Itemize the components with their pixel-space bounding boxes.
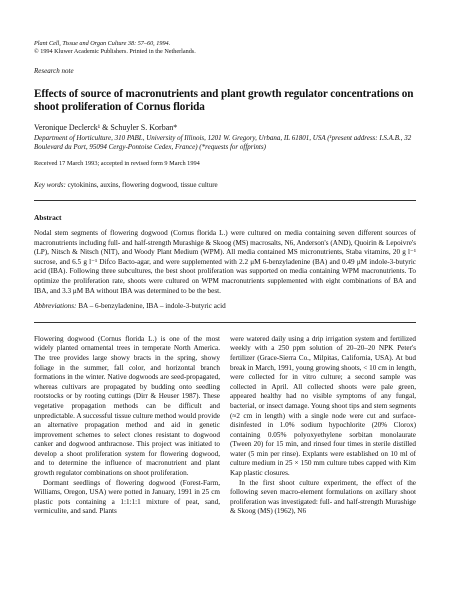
copyright-line: © 1994 Kluwer Academic Publishers. Printed in the Netherlands. bbox=[34, 48, 196, 55]
author-list: Veronique Declerck¹ & Schuyler S. Korban* bbox=[34, 123, 178, 132]
article-page bbox=[34, 40, 416, 517]
header-divider bbox=[34, 200, 416, 201]
keywords-text: cytokinins, auxins, flowering dogwood, tissue culture bbox=[65, 181, 218, 189]
abstract-heading: Abstract bbox=[34, 213, 62, 222]
body-paragraph: In the first shoot culture experiment, the effect of the following seven macro-element formulations on axillary shoot proliferation was investigated: full- and half-strength Murashige & Skoog (MS) (1962), N6 bbox=[230, 478, 416, 516]
abbreviations-text: BA – 6-benzyladenine, IBA – indole-3-butyric acid bbox=[76, 302, 226, 311]
keywords-label: Key words: bbox=[34, 181, 66, 189]
section-label: Research note bbox=[34, 67, 74, 75]
body-columns bbox=[34, 335, 416, 517]
abbreviations-label: Abbreviations: bbox=[34, 302, 77, 311]
right-column bbox=[230, 335, 416, 517]
received-dates: Received 17 March 1993; accepted in revised form 9 March 1994 bbox=[34, 160, 200, 167]
journal-citation: Plant Cell, Tissue and Organ Culture 38: 57–60, 1994. bbox=[34, 40, 171, 47]
keywords bbox=[34, 181, 416, 190]
body-paragraph: Dormant seedlings of flowering dogwood (Forest-Farm, Williams, Oregon, USA) were potted in January, 1991 in 25 cm plastic pots containing a 1:1:1:1 mixture of peat, sand, vermiculite, and sand. Plants bbox=[34, 478, 220, 516]
left-column bbox=[34, 335, 220, 517]
article-title: Effects of source of macronutrients and plant growth regulator concentrations on shoot proliferation of Cornus florida bbox=[34, 88, 414, 113]
abstract-divider bbox=[34, 322, 416, 323]
abbreviations bbox=[34, 302, 416, 312]
body-paragraph: Flowering dogwood (Cornus florida L.) is one of the most widely planted ornamental trees in temperate North America. The tree provides large showy bracts in the spring, showy foliage in the summer, fall color, and horizontal branch formations in the winter. Native dogwoods are seed-propagated, whereas cultivars are propagated by budding onto seedling rootstocks or by rooting cuttings (Dirr & Heuser 1987). These vegetative propagation methods can be difficult and unpredictable. A successful tissue culture method would provide an alternative propagation method and aid in genetic improvement schemes to select clones resistant to dogwood canker and dogwood anthracnose. This project was initiated to develop a shoot proliferation system for flowering dogwood, and to determine the influence of macronutrient and plant growth regulator combinations on shoot proliferation. bbox=[34, 334, 220, 478]
abstract-text: Nodal stem segments of flowering dogwood (Cornus florida L.) were cultured on media containing seven different sources of macronutrients including full- and half-strength Murashige & Skoog (MS) macrosalts, N6, Anderson's (AND), Quoirin & Lepoivre's (LP), Nitsch & Nitsch (NIT), and Woody Plant Medium (WPM). All media contained MS micronutrients, Staba vitamins, 20 g l⁻¹ sucrose, and 6.5 g l⁻¹ Difco Bacto-agar, and were supplemented with 2.2 μM 6-benzyladenine (BA) and 0.49 μM indole-3-butyric acid (IBA). Following three subcultures, the best shoot proliferation was supported on media containing WPM macronutrients. To optimize the proliferation rate, shoots were cultured on WPM macronutrients supplemented with eight combinations of BA and IBA, and 3.3 μM BA without IBA was determined to be the best. bbox=[34, 229, 416, 295]
author-affiliation: Department of Horticulture, 310 PABL, University of Illinois, 1201 W. Gregory, Urbana, IL 61801, USA (¹present address: I.S.A.B., 32 Boulevard du Port, 95094 Cergy-Pontoise Cedex, France) (*requests for offprints) bbox=[34, 134, 412, 151]
body-paragraph: were watered daily using a drip irrigation system and fertilized weekly with a 250 ppm solution of 20–20–20 NPK Peter's fertilizer (Grace-Sierra Co., Milpitas, California, USA). At bud break in March, 1991, young growing shoots, < 10 cm in length, were collected for in vitro culture; a second sample was collected in April. All collected shoots were pale green, appeared healthy had no visible symptoms of any fungal, bacterial, or insect damage. Young shoot tips and stem segments (≈2 cm in length) with a single node were cut and surface-disinfested in 1.0% sodium hypochlorite (20% Clorox) containing 0.05% polyoxyethylene sorbitan monolaurate (Tween 20) for 15 min, and rinsed four times in sterile distilled water (5 min per rinse). Explants were established on 10 ml of culture medium in 25 × 150 mm culture tubes capped with Kim Kap plastic closures. bbox=[230, 334, 416, 478]
